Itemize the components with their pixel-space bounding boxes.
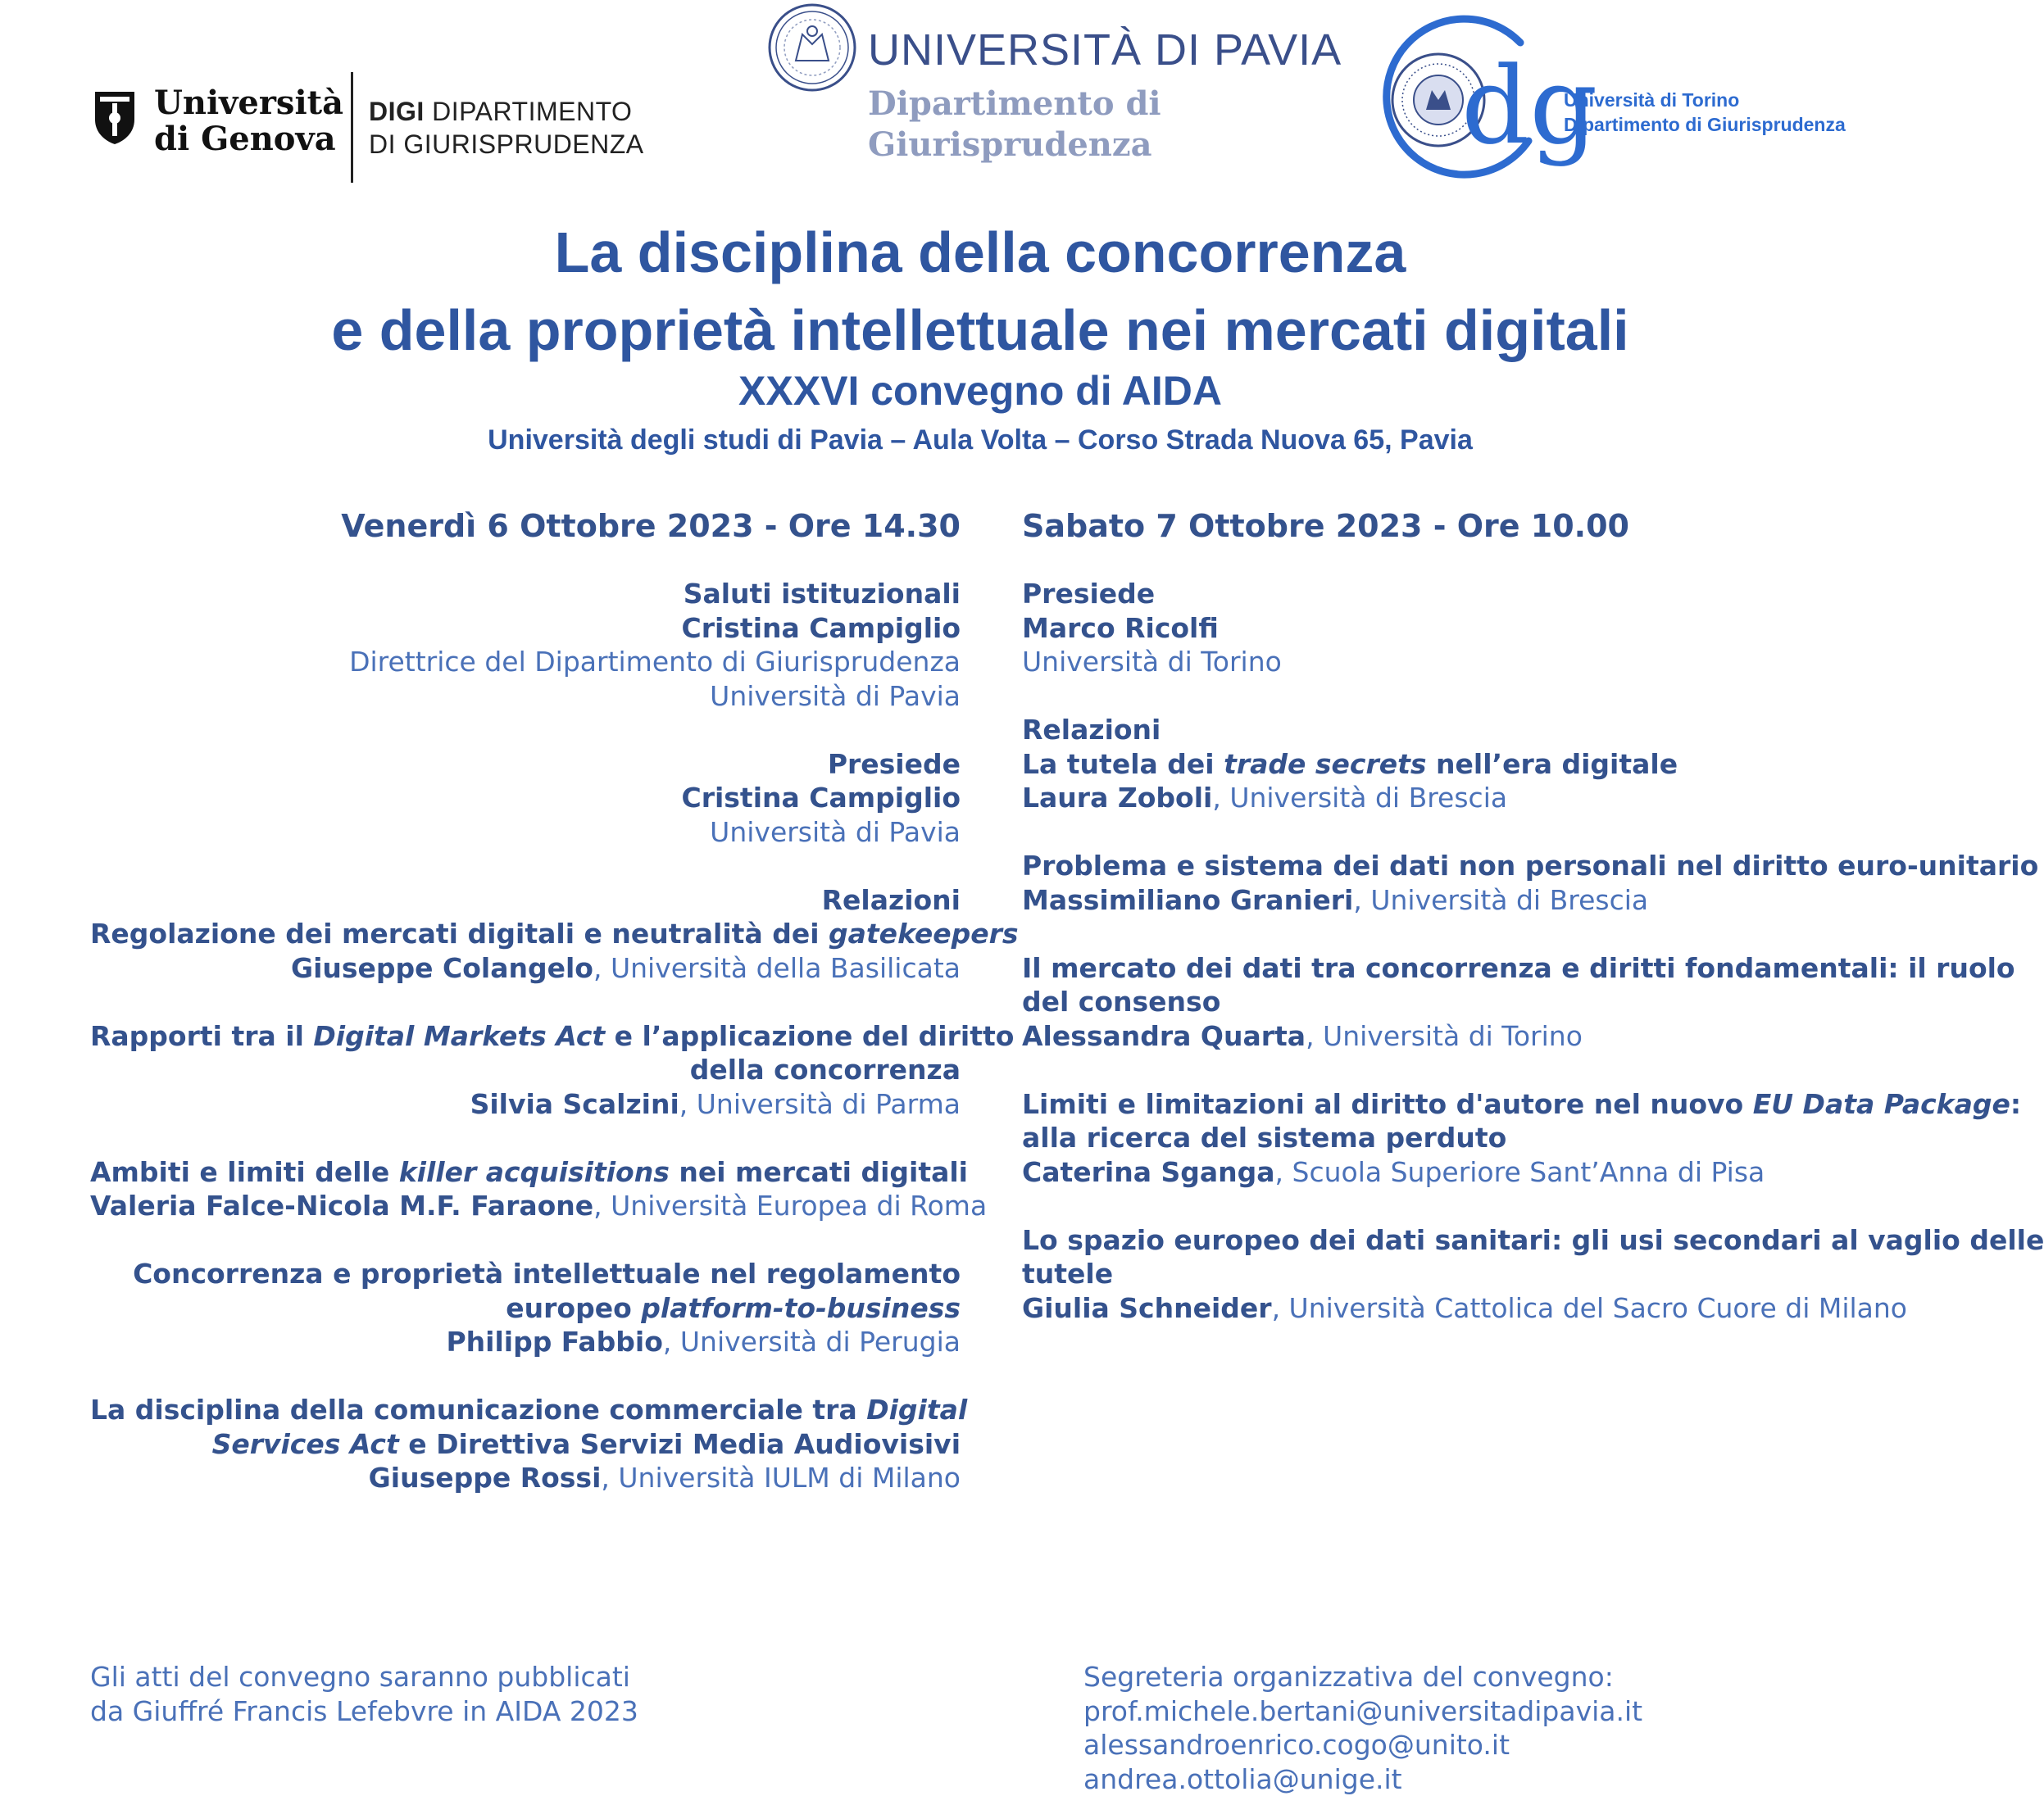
friday-program xyxy=(90,506,961,1529)
chair-name: Marco Ricolfi xyxy=(1022,611,1940,646)
friday-saluti: Saluti istituzionali Cristina Campiglio Direttrice del Dipartimento di Giurisprudenza Università di Pavia xyxy=(90,577,961,713)
saturday-talk-1: Relazioni La tutela dei trade secrets nell’era digitale Laura Zoboli, Università di Brescia xyxy=(1022,713,1940,815)
torino-logo xyxy=(1365,10,1873,182)
pavia-seal-icon xyxy=(766,2,858,93)
saturday-presiede: Presiede Marco Ricolfi Università di Torino xyxy=(1022,577,1940,679)
logo-divider xyxy=(351,72,353,183)
saturday-program xyxy=(1022,506,1940,1359)
organizing-secretariat xyxy=(1083,1660,1642,1796)
pavia-name: UNIVERSITÀ DI PAVIA xyxy=(868,25,1342,75)
genova-shield-icon xyxy=(92,88,138,146)
friday-talk-3: Ambiti e limiti delle killer acquisitions nei mercati digitali Valeria Falce-Nicola M.F. Faraone, Università Europea di Roma xyxy=(90,1155,961,1223)
email-link[interactable]: prof.michele.bertani@universitadipavia.it xyxy=(1083,1694,1642,1729)
saturday-talk-2: Problema e sistema dei dati non personali nel diritto euro-unitario Massimiliano Granieri, Università di Brescia xyxy=(1022,849,1940,917)
torino-dg-mark: dg xyxy=(1461,52,1597,159)
friday-talk-4: Concorrenza e proprietà intellettuale nel regolamento europeo platform-to-business Philipp Fabbio, Università di Perugia xyxy=(90,1257,961,1359)
email-link[interactable]: andrea.ottolia@unige.it xyxy=(1083,1762,1642,1796)
pavia-department: Dipartimento di Giurisprudenza xyxy=(868,84,1161,166)
friday-date: Venerdì 6 Ottobre 2023 - Ore 14.30 xyxy=(90,506,961,546)
torino-department: Università di Torino Dipartimento di Giurisprudenza xyxy=(1564,88,1846,137)
friday-talk-5: La disciplina della comunicazione commerciale tra Digital Services Act e Direttiva Servizi Media Audiovisivi Giuseppe Rossi, Università IULM di Milano xyxy=(90,1393,961,1495)
friday-presiede: Presiede Cristina Campiglio Università di Pavia xyxy=(90,747,961,850)
friday-talk-2: Rapporti tra il Digital Markets Act e l’applicazione del diritto della concorrenza Silvia Scalzini, Università di Parma xyxy=(90,1019,961,1122)
genova-name: Università di Genova xyxy=(154,85,343,157)
publication-note: Gli atti del convegno saranno pubblicati da Giuffré Francis Lefebvre in AIDA 2023 xyxy=(90,1660,638,1728)
friday-talk-1: Relazioni Regolazione dei mercati digitali e neutralità dei gatekeepers Giuseppe Colangelo, Università della Basilicata xyxy=(90,883,961,986)
relazioni-label: Relazioni xyxy=(90,883,961,918)
saturday-talk-4: Limiti e limitazioni al diritto d'autore nel nuovo EU Data Package: alla ricerca del sistema perduto Caterina Sganga, Scuola Superiore Sant’Anna di Pisa xyxy=(1022,1087,1940,1190)
event-title-line-1: La disciplina della concorrenza xyxy=(0,217,1960,288)
email-link[interactable]: alessandroenrico.cogo@unito.it xyxy=(1083,1728,1642,1762)
saturday-date: Sabato 7 Ottobre 2023 - Ore 10.00 xyxy=(1022,506,1940,546)
speaker-name: Cristina Campiglio xyxy=(90,611,961,646)
genova-department: DIGI DIPARTIMENTO DI GIURISPRUDENZA xyxy=(369,95,644,161)
event-venue: Università degli studi di Pavia – Aula Volta – Corso Strada Nuova 65, Pavia xyxy=(0,422,1960,458)
saturday-talk-5: Lo spazio europeo dei dati sanitari: gli usi secondari al vaglio delle tutele Giulia Schneider, Università Cattolica del Sacro Cuore di Milano xyxy=(1022,1223,1940,1326)
relazioni-label: Relazioni xyxy=(1022,713,1940,747)
chair-name: Cristina Campiglio xyxy=(90,781,961,815)
event-title-line-2: e della proprietà intellettuale nei mercati digitali xyxy=(0,295,1960,365)
event-subtitle: XXXVI convegno di AIDA xyxy=(0,366,1960,415)
genova-logo xyxy=(90,72,656,183)
pavia-logo xyxy=(766,2,1258,166)
saturday-talk-3: Il mercato dei dati tra concorrenza e diritti fondamentali: il ruolo del consenso Alessandra Quarta, Università di Torino xyxy=(1022,951,1940,1054)
secretariat-label: Segreteria organizzativa del convegno: xyxy=(1083,1660,1642,1694)
